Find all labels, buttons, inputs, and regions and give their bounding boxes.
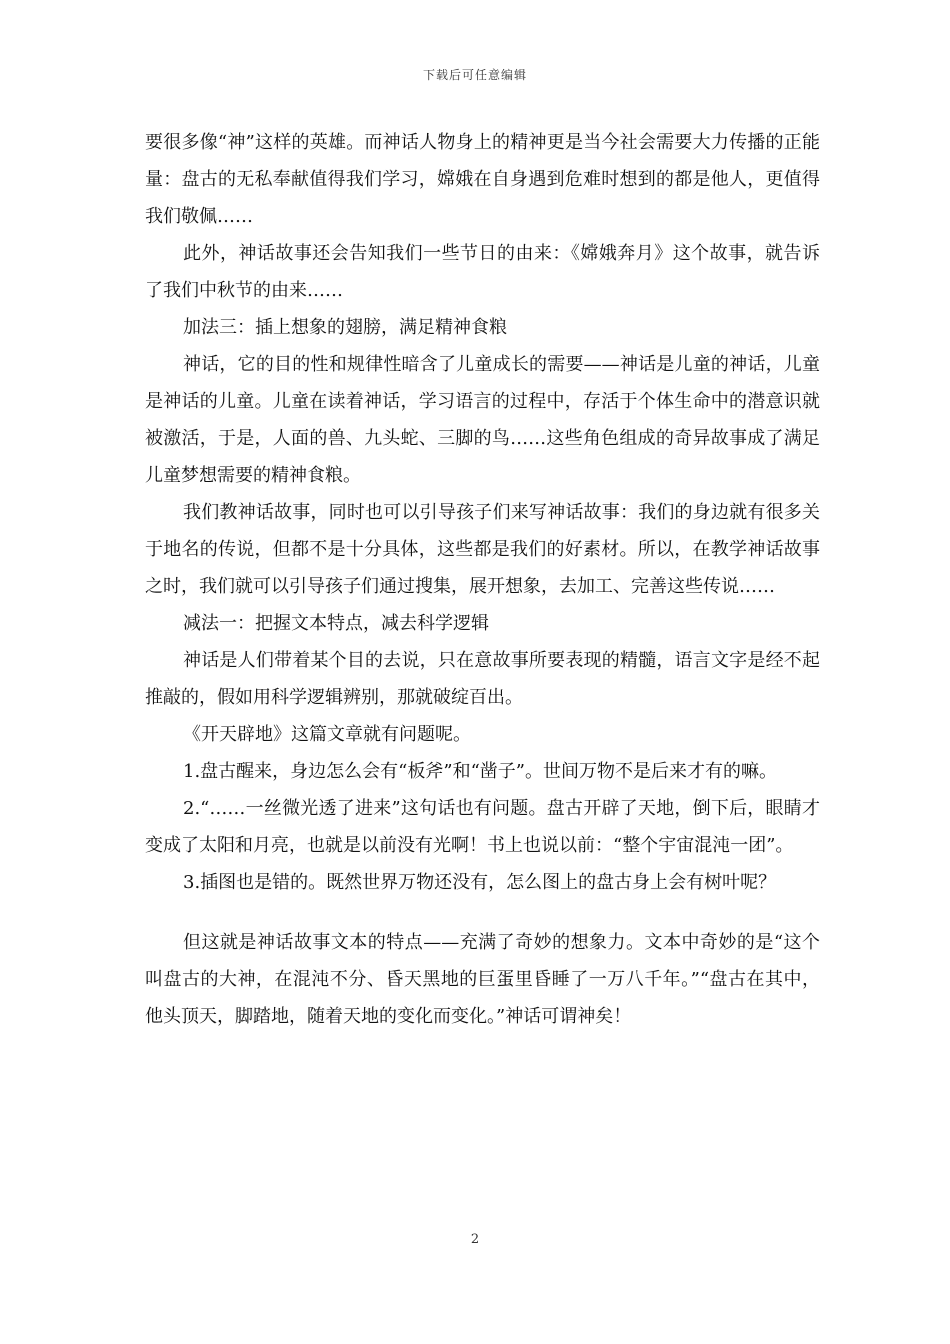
list-item-2: 2.“……一丝微光透了进来”这句话也有问题。盘古开辟了天地，倒下后，眼睛才变成了太阳和月亮，也就是以前没有光啊！书上也说以前：“整个宇宙混沌一团”。 (145, 798, 820, 856)
paragraph-festival-origin: 此外，神话故事还会告知我们一些节日的由来：《嫦娥奔月》这个故事，就告诉了我们中秋节的由来…… (145, 243, 820, 301)
section-heading-addition-three: 加法三：插上想象的翅膀，满足精神食粮 (183, 317, 507, 338)
paragraph-science-logic: 神话是人们带着某个目的去说，只在意故事所要表现的精髓，语言文字是经不起推敲的，假如用科学逻辑辨别，那就破绽百出。 (145, 650, 820, 708)
paragraph-writing-myths: 我们教神话故事，同时也可以引导孩子们来写神话故事：我们的身边就有很多关于地名的传说，但都不是十分具体，这些都是我们的好素材。所以，在教学神话故事之时，我们就可以引导孩子们通过搜集，展开想象，去加工、完善这些传说…… (145, 502, 820, 597)
page-number: 2 (470, 1232, 480, 1247)
paragraph-myth-childhood: 神话，它的目的性和规律性暗含了儿童成长的需要——神话是儿童的神话，儿童是神话的儿童。儿童在读着神话，学习语言的过程中，存活于个体生命中的潜意识就被激活，于是，人面的兽、九头蛇、三脚的鸟……这些角色组成的奇异故事成了满足儿童梦想需要的精神食粮。 (145, 354, 820, 486)
document-body (145, 124, 820, 1035)
list-item-1: 1.盘古醒来，身边怎么会有“板斧”和“凿子”。世间万物不是后来才有的嘛。 (183, 761, 777, 782)
page-header: 下载后可任意编辑 (422, 68, 527, 82)
list-item-3: 3.插图也是错的。既然世界万物还没有，怎么图上的盘古身上会有树叶呢？ (183, 872, 777, 893)
paragraph-imagination: 但这就是神话故事文本的特点——充满了奇妙的想象力。文本中奇妙的是“这个叫盘古的大神，在混沌不分、昏天黑地的巨蛋里昏睡了一万八千年。”“盘古在其中，他头顶天，脚踏地，随着天地的变化而变化。”神话可谓神矣！ (145, 932, 820, 1027)
paragraph-continuation: 要很多像“神”这样的英雄。而神话人物身上的精神更是当今社会需要大力传播的正能量：盘古的无私奉献值得我们学习，嫦娥在自身遇到危难时想到的都是他人，更值得我们敬佩…… (145, 132, 820, 227)
section-heading-subtraction-one: 减法一：把握文本特点，减去科学逻辑 (183, 613, 489, 634)
paragraph-article-problems: 《开天辟地》这篇文章就有问题呢。 (183, 724, 471, 745)
